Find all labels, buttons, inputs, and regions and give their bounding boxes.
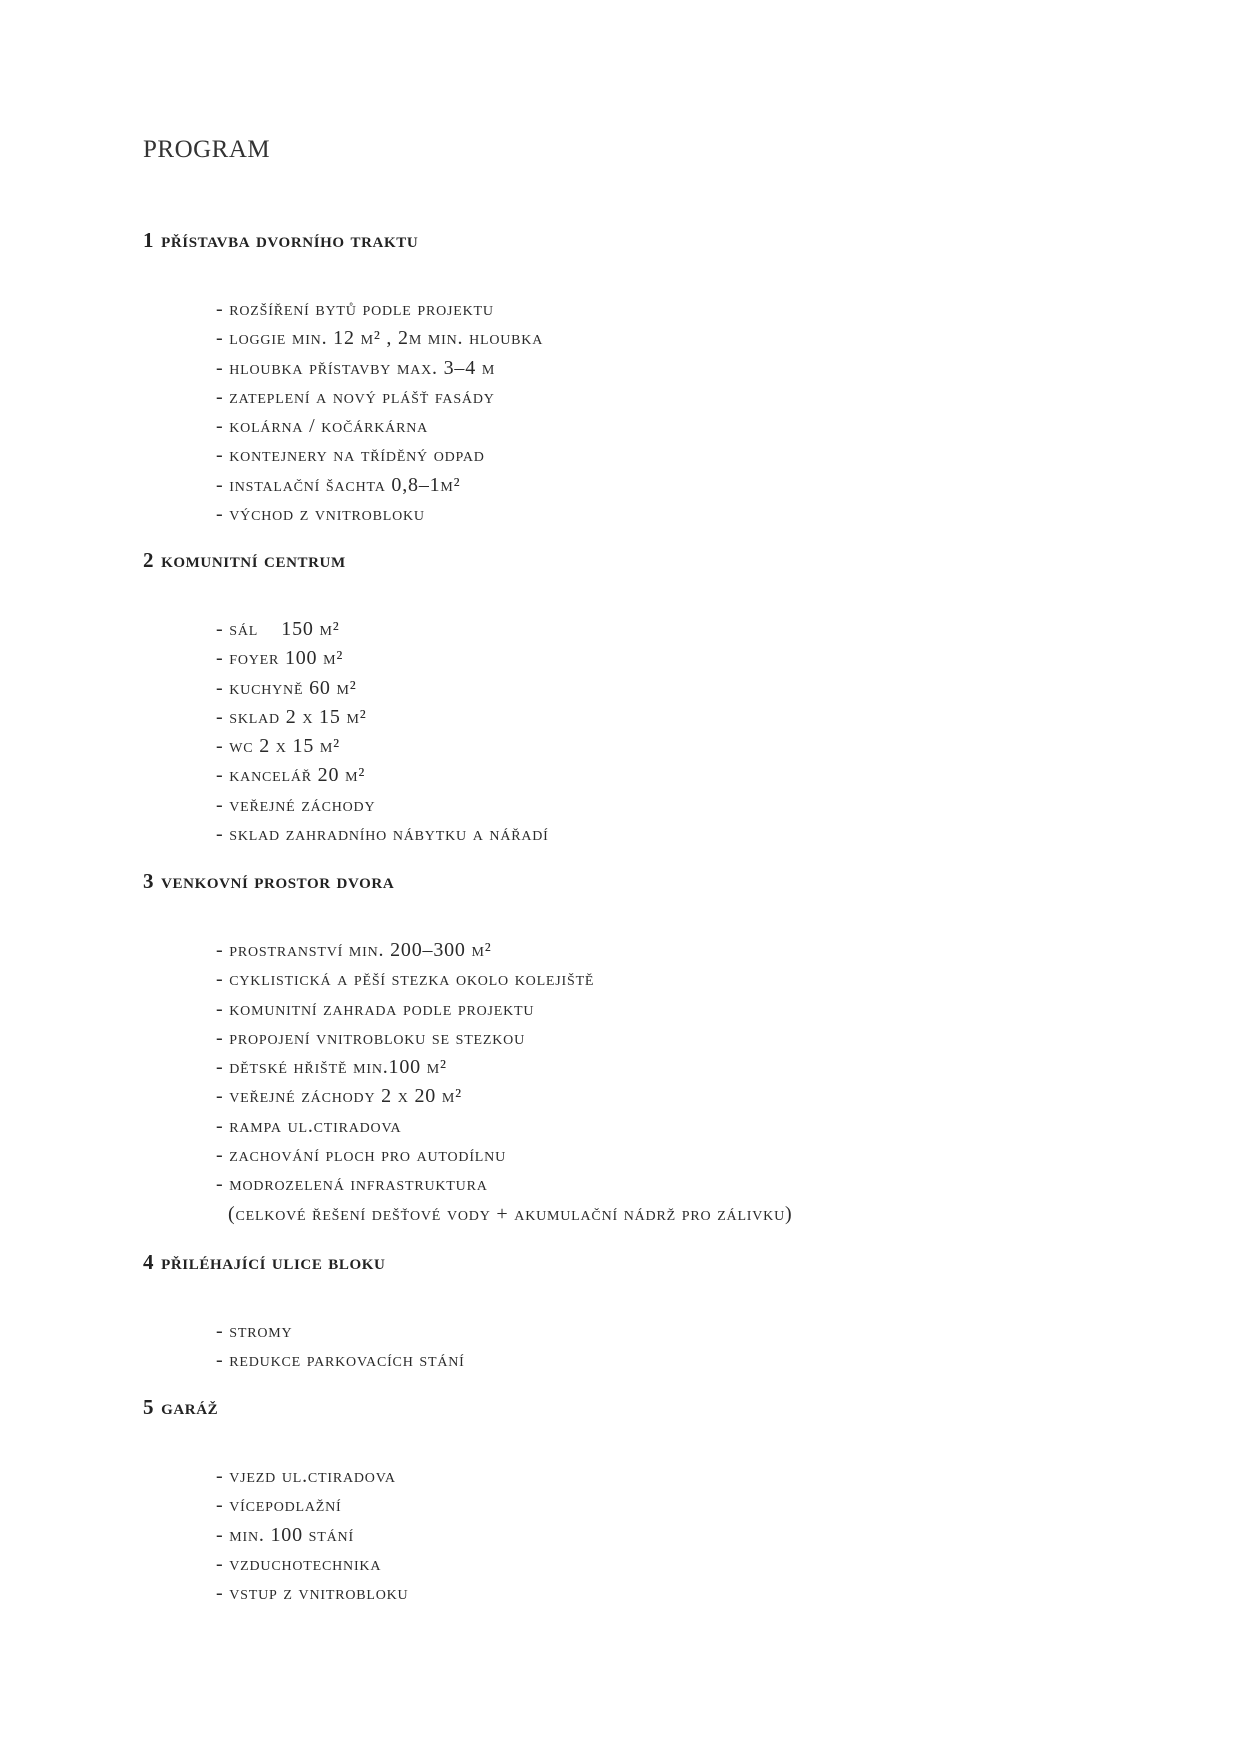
list-item: - vstup z vnitrobloku — [216, 1582, 409, 1605]
list-item: - prostranství min. 200–300 m² — [216, 939, 492, 961]
section-items — [143, 936, 1143, 1229]
list-item: - sál 150 m² — [216, 618, 340, 640]
section-5 — [143, 1392, 1143, 1608]
list-item: - zachování ploch pro autodílnu — [216, 1144, 506, 1167]
list-item: - cyklistická a pěší stezka okolo kolejiště — [216, 968, 595, 991]
list-item: - rampa ul.ctiradova — [216, 1114, 402, 1137]
list-item: - kuchyně 60 m² — [216, 676, 357, 699]
list-item: - loggie min. 12 m² , 2m min. hloubka — [216, 327, 544, 350]
list-item: - dětské hřiště min.100 m² — [216, 1056, 447, 1079]
list-item: - kancelář 20 m² — [216, 764, 366, 787]
list-item: - stromy — [216, 1320, 293, 1342]
list-item: - min. 100 stání — [216, 1523, 354, 1546]
list-item: - zateplení a nový plášť fasády — [216, 385, 495, 408]
section-title: komunitní centrum — [161, 548, 346, 572]
section-title: garáž — [161, 1395, 219, 1419]
section-1 — [143, 225, 1143, 529]
list-item-continuation: (celkové řešení dešťové vody + akumulační nádrž pro zálivku) — [228, 1202, 793, 1225]
section-title: přístavba dvorního traktu — [161, 228, 419, 252]
list-item: - sklad 2 x 15 m² — [216, 705, 367, 728]
section-items — [143, 1317, 1143, 1376]
section-number: 3 — [143, 869, 155, 893]
section-items — [143, 1462, 1143, 1608]
list-item: - veřejné záchody 2 x 20 m² — [216, 1085, 462, 1108]
list-item: - kontejnery na tříděný odpad — [216, 444, 485, 467]
list-item: - modrozelená infrastruktura — [216, 1173, 488, 1196]
section-number: 4 — [143, 1250, 155, 1274]
list-item: - redukce parkovacích stání — [216, 1349, 465, 1372]
section-number: 1 — [143, 228, 155, 252]
section-title: přiléhající ulice bloku — [161, 1250, 386, 1274]
section-heading — [143, 866, 1143, 896]
section-items — [143, 295, 1143, 529]
section-items — [143, 615, 1143, 849]
list-item: - veřejné záchody — [216, 793, 376, 816]
section-4 — [143, 1247, 1143, 1376]
list-item: - vjezd ul.ctiradova — [216, 1465, 396, 1487]
section-heading — [143, 1247, 1143, 1277]
list-item: - hloubka přístavby max. 3–4 m — [216, 356, 496, 379]
section-title: venkovní prostor dvora — [161, 869, 395, 893]
list-item: - rozšíření bytů podle projektu — [216, 298, 494, 320]
list-item: - východ z vnitrobloku — [216, 503, 425, 526]
list-item: - instalační šachta 0,8–1m² — [216, 473, 461, 496]
section-heading — [143, 225, 1143, 255]
section-heading — [143, 1392, 1143, 1422]
section-number: 2 — [143, 548, 155, 572]
list-item: - vzduchotechnika — [216, 1552, 382, 1575]
list-item: - wc 2 x 15 m² — [216, 735, 340, 758]
list-item: - foyer 100 m² — [216, 647, 344, 670]
section-2 — [143, 545, 1143, 849]
list-item: - kolárna / kočárkárna — [216, 415, 429, 438]
page-title: PROGRAM — [143, 136, 271, 163]
list-item: - sklad zahradního nábytku a nářadí — [216, 823, 549, 846]
list-item: - komunitní zahrada podle projektu — [216, 997, 535, 1020]
section-3 — [143, 866, 1143, 1229]
list-item: - vícepodlažní — [216, 1494, 342, 1517]
section-heading — [143, 545, 1143, 575]
list-item: - propojení vnitrobloku se stezkou — [216, 1026, 525, 1049]
section-number: 5 — [143, 1395, 155, 1419]
